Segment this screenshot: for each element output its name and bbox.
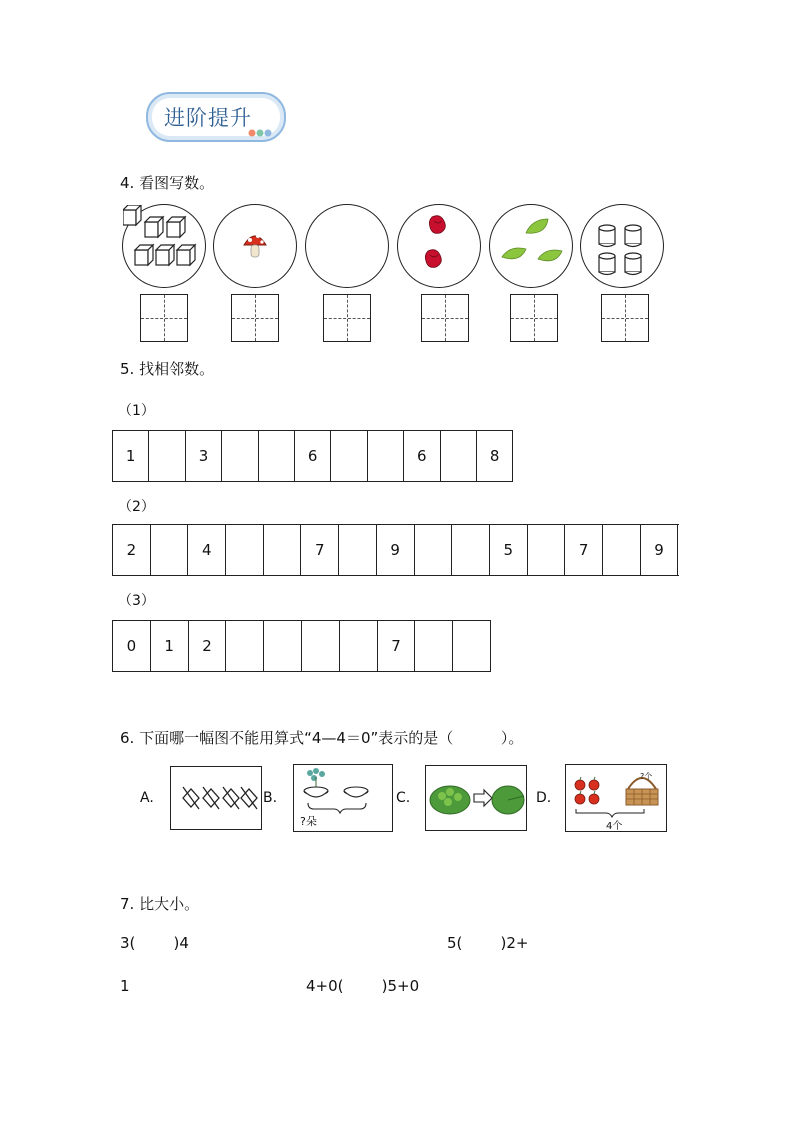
seq-cell[interactable] xyxy=(264,621,302,671)
seq-cell: 2 xyxy=(189,621,227,671)
picture-circle-mushroom xyxy=(213,204,297,288)
q4-title: 4. 看图写数。 xyxy=(120,174,215,192)
compare-line1-right[interactable]: 5( )2+ xyxy=(447,934,529,952)
answer-box-1[interactable] xyxy=(140,294,188,342)
crossed-diamonds-icon xyxy=(171,767,261,829)
option-b-label[interactable]: B. xyxy=(263,790,278,806)
seq-cell[interactable] xyxy=(302,621,340,671)
seq-cell[interactable] xyxy=(222,431,258,481)
q5-title: 5. 找相邻数。 xyxy=(120,360,215,378)
option-a-image[interactable] xyxy=(170,766,262,830)
cylinder-group-icon xyxy=(581,205,663,287)
option-b-caption: ?朵 xyxy=(300,815,317,828)
option-b-image[interactable] xyxy=(293,764,393,832)
picture-circle-empty xyxy=(305,204,389,288)
answer-box-4[interactable] xyxy=(421,294,469,342)
seq-cell[interactable] xyxy=(340,621,378,671)
seq-cell[interactable] xyxy=(264,525,302,575)
seq-cell[interactable] xyxy=(149,431,185,481)
sequence-row-2 xyxy=(112,524,679,576)
mushroom-icon xyxy=(214,205,296,287)
seq-cell: 7 xyxy=(301,525,339,575)
seq-cell: 2 xyxy=(113,525,151,575)
seq-cell[interactable] xyxy=(415,621,453,671)
option-d-image[interactable] xyxy=(565,764,667,832)
seq-cell[interactable] xyxy=(415,525,453,575)
option-d-caption: 4个 xyxy=(606,821,623,832)
cube-group-icon xyxy=(123,205,205,287)
seq-cell[interactable] xyxy=(453,621,491,671)
seq-cell: 9 xyxy=(641,525,679,575)
seq-cell: 0 xyxy=(113,621,151,671)
rose-pair-icon xyxy=(398,205,480,287)
sequence-row-3 xyxy=(112,620,491,672)
compare-line2-left: 1 xyxy=(120,977,130,995)
seq-cell: 5 xyxy=(490,525,528,575)
sequence-row-1 xyxy=(112,430,513,482)
seq-cell: 6 xyxy=(295,431,331,481)
leaf-group-icon xyxy=(490,205,572,287)
row1-label: （1） xyxy=(118,403,155,419)
option-a-label[interactable]: A. xyxy=(140,790,154,806)
seq-cell: 3 xyxy=(186,431,222,481)
picture-circle-leaves xyxy=(489,204,573,288)
frogs-lilypad-icon xyxy=(426,766,526,830)
seq-cell[interactable] xyxy=(441,431,477,481)
seq-cell: 9 xyxy=(377,525,415,575)
row3-label: （3） xyxy=(118,593,155,609)
seq-cell[interactable] xyxy=(331,431,367,481)
banner-dots-decoration xyxy=(248,128,272,138)
answer-box-6[interactable] xyxy=(601,294,649,342)
compare-line2-right[interactable]: 4+0( )5+0 xyxy=(306,977,420,995)
seq-cell: 1 xyxy=(113,431,149,481)
q7-title: 7. 比大小。 xyxy=(120,895,200,913)
option-d-label[interactable]: D. xyxy=(536,790,552,806)
row2-label: （2） xyxy=(118,499,155,515)
picture-circle-cylinders xyxy=(580,204,664,288)
seq-cell: 1 xyxy=(151,621,189,671)
seq-cell: 7 xyxy=(378,621,416,671)
answer-box-5[interactable] xyxy=(510,294,558,342)
seq-cell: 4 xyxy=(188,525,226,575)
seq-cell[interactable] xyxy=(603,525,641,575)
seq-cell[interactable] xyxy=(528,525,566,575)
picture-circle-roses xyxy=(397,204,481,288)
banner-title: 进阶提升 xyxy=(164,106,252,130)
q6-title: 6. 下面哪一幅图不能用算式“4—4＝0”表示的是（ ）。 xyxy=(120,729,524,747)
seq-cell[interactable] xyxy=(226,525,264,575)
seq-cell: 7 xyxy=(565,525,603,575)
seq-cell: 8 xyxy=(477,431,513,481)
seq-cell[interactable] xyxy=(151,525,189,575)
picture-circle-cubes xyxy=(122,204,206,288)
seq-cell: 6 xyxy=(404,431,440,481)
seq-cell[interactable] xyxy=(226,621,264,671)
option-c-label[interactable]: C. xyxy=(396,790,411,806)
compare-line1-left[interactable]: 3( )4 xyxy=(120,934,189,952)
answer-box-2[interactable] xyxy=(231,294,279,342)
seq-cell[interactable] xyxy=(452,525,490,575)
seq-cell[interactable] xyxy=(339,525,377,575)
answer-box-3[interactable] xyxy=(323,294,371,342)
seq-cell[interactable] xyxy=(259,431,295,481)
seq-cell[interactable] xyxy=(368,431,404,481)
option-d-basket-caption: ?个 xyxy=(640,772,653,781)
option-c-image[interactable] xyxy=(425,765,527,831)
